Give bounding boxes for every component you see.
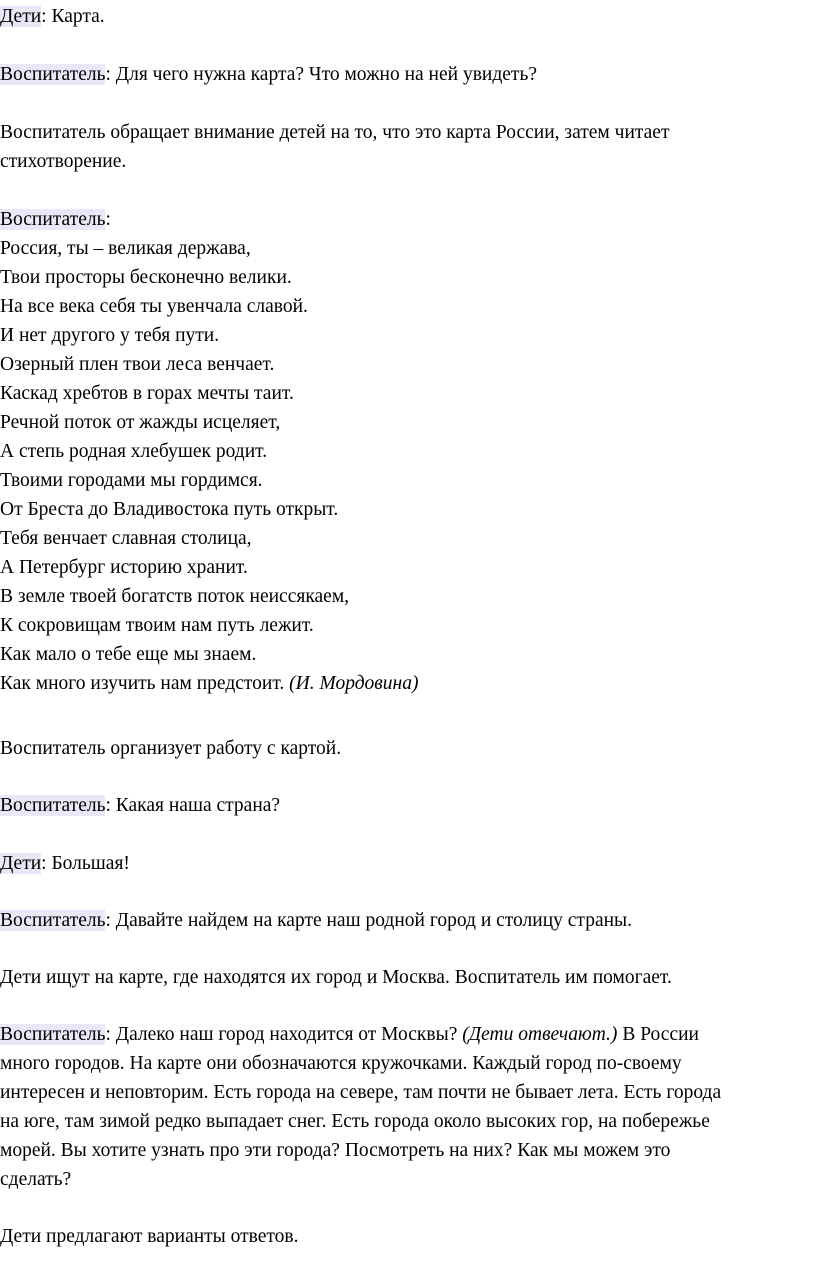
paragraph-teacher-attention xyxy=(0,118,790,176)
speaker-colon: : xyxy=(105,1024,111,1045)
paragraph-children-suggest xyxy=(0,1222,790,1251)
speaker-label: Дети xyxy=(0,6,42,27)
paragraph-teacher-question xyxy=(0,60,790,89)
paragraph-children-search xyxy=(0,963,790,992)
paragraph-teacher-find-city xyxy=(0,906,790,935)
paragraph-text: В России xyxy=(617,1024,699,1045)
poem-line-text: Как много изучить нам предстоит. xyxy=(0,673,290,694)
stage-remark: (Дети отвечают.) xyxy=(462,1024,618,1045)
poem-line: И нет другого у тебя пути. xyxy=(0,325,220,346)
paragraph-text: Карта. xyxy=(46,6,105,27)
paragraph-text: Дети ищут на карте, где находятся их город и Москва. Воспитатель им помогает. xyxy=(0,967,672,988)
poem-line: Речной поток от жажды исцеляет, xyxy=(0,412,281,433)
speaker-colon: : xyxy=(105,910,111,931)
paragraph-line: много городов. На карте они обозначаются кружочками. Каждый город по-своему xyxy=(0,1053,682,1074)
paragraph-text: Дети предлагают варианты ответов. xyxy=(0,1226,299,1247)
speaker-colon: : xyxy=(41,853,47,874)
paragraph-text: Большая! xyxy=(46,853,130,874)
paragraph-teacher-cities xyxy=(0,1020,790,1194)
paragraph-text: Воспитатель организует работу с картой. xyxy=(0,738,342,759)
paragraph-poem xyxy=(0,205,790,698)
poem-line: Россия, ты – великая держава, xyxy=(0,238,251,259)
speaker-label: Дети xyxy=(0,853,42,874)
paragraph-line: сделать? xyxy=(0,1169,72,1190)
speaker-colon: : xyxy=(105,795,111,816)
paragraph-text: Далеко наш город находится от Москвы? xyxy=(110,1024,463,1045)
poem-line: От Бреста до Владивостока путь открыт. xyxy=(0,499,339,520)
paragraph-teacher-country xyxy=(0,791,790,820)
speaker-label: Воспитатель xyxy=(0,795,106,816)
paragraph-line: морей. Вы хотите узнать про эти города? Посмотреть на них? Как мы можем это xyxy=(0,1140,671,1161)
paragraph-children-map xyxy=(0,2,790,31)
poem-line: Тебя венчает славная столица, xyxy=(0,528,252,549)
paragraph-text: Для чего нужна карта? Что можно на ней увидеть? xyxy=(110,64,538,85)
speaker-colon: : xyxy=(105,209,111,230)
poem-speaker-line xyxy=(0,205,790,234)
paragraph-line: интересен и неповторим. Есть города на севере, там почти не бывает лета. Есть города xyxy=(0,1082,722,1103)
speaker-label: Воспитатель xyxy=(0,64,106,85)
poem-line: А степь родная хлебушек родит. xyxy=(0,441,268,462)
paragraph-first-line xyxy=(0,1020,790,1049)
poem-line: Озерный плен твои леса венчает. xyxy=(0,354,275,375)
paragraph-text: Какая наша страна? xyxy=(110,795,281,816)
poem-line: На все века себя ты увенчала славой. xyxy=(0,296,308,317)
speaker-colon: : xyxy=(41,6,47,27)
speaker-label: Воспитатель xyxy=(0,1024,106,1045)
paragraph-line: на юге, там зимой редко выпадает снег. Есть города около высоких гор, на побережье xyxy=(0,1111,710,1132)
paragraph-line: Воспитатель обращает внимание детей на то, что это карта России, затем читает xyxy=(0,122,670,143)
speaker-colon: : xyxy=(105,64,111,85)
paragraph-text: Давайте найдем на карте наш родной город и столицу страны. xyxy=(110,910,633,931)
poem-line: Твои просторы бесконечно велики. xyxy=(0,267,292,288)
speaker-label: Воспитатель xyxy=(0,209,106,230)
paragraph-teacher-organizes xyxy=(0,734,790,763)
poem-last-line xyxy=(0,669,790,698)
poem-line: Твоими городами мы гордимся. xyxy=(0,470,263,491)
speaker-label: Воспитатель xyxy=(0,910,106,931)
paragraph-line: стихотворение. xyxy=(0,151,127,172)
poem-line: А Петербург историю хранит. xyxy=(0,557,248,578)
poem-line: Каскад хребтов в горах мечты таит. xyxy=(0,383,294,404)
poem-author: (И. Мордовина) xyxy=(289,673,419,694)
paragraph-children-big xyxy=(0,849,790,878)
poem-line: Как мало о тебе еще мы знаем. xyxy=(0,644,257,665)
poem-line: К сокровищам твоим нам путь лежит. xyxy=(0,615,314,636)
poem-line: В земле твоей богатств поток неиссякаем, xyxy=(0,586,350,607)
